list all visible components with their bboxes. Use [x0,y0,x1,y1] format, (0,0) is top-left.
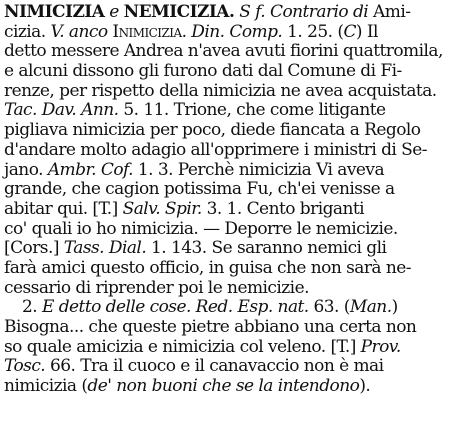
entry-line: grande, che cagion potissima Fu, ch'ei venisse a [4,179,395,200]
entry-line: NIMICIZIA e NEMICIZIA. S f. Contrario di Ami- [4,2,411,22]
entry-line: jano. Ambr. Cof. 1. 3. Perchè nimicizia Vi aveva [4,159,385,180]
entry-line: Bisogna... che queste pietre abbiano una certa non [4,317,417,337]
proverb-gloss: de' non buoni che se la intendono [87,376,360,397]
entry-line: abitar qui. [T.] Salv. Spir. 3. 1. Cento briganti [4,198,365,219]
entry-line: Tac. Dav. Ann. 5. 11. Trione, che come litigante [4,100,386,121]
entry-line: pigliava nimicizia per poco, diede fiancata a Regolo [4,120,421,141]
entry-line: nimicizia (de' non buoni che se la intendono). [4,376,371,397]
citation-source: Ambr. Cof. [47,159,133,180]
entry-line: cizia. V. anco Inimicizia. Din. Comp. 1. 25. (C) Il [4,21,378,42]
entry-line: renze, per rispetto della nimicizia ne avea acquistata. [4,80,437,101]
entry-line: cessario di riprender poi le nemicizie. [4,277,309,298]
citation-source: Din. Comp. [191,21,283,42]
citation-source: Prov. [360,336,401,357]
entry-line: detto messere Andrea n'avea avuti fiorini quattromila, [4,41,443,62]
conjunction: e [109,2,119,22]
citation-source: Salv. Spir. [122,198,202,219]
sense-number: 2. [22,297,42,318]
entry-line: d'andare molto adagio all'opprimere i ministri di Se- [4,139,427,160]
entry-line: so quale amicizia e nimicizia col veleno. [T.] Prov. [4,336,401,357]
dictionary-entry [4,3,469,397]
entry-line: Tosc. 66. Tra il cuoco e il canavaccio non è mai [4,356,384,377]
citation-source: Tosc. [4,356,46,377]
headword-variant: NEMICIZIA. [123,2,235,22]
grammar-label: S f. Contrario di [239,2,369,22]
sense-definition: E detto delle cose. Red. Esp. nat. [41,297,309,318]
entry-line: co' quali io ho nimicizia. — Deporre le nemicizie. [4,218,398,239]
entry-line-sense-2: 2. E detto delle cose. Red. Esp. nat. 63. (Man.) [22,297,398,318]
citation-source: Tass. Dial. [63,238,147,259]
entry-line: e alcuni dissono gli furono dati dal Comune di Fi- [4,61,402,82]
entry-line: [Cors.] Tass. Dial. 1. 143. Se saranno nemici gli [4,238,387,259]
entry-line: farà amici questo officio, in guisa che non sarà ne- [4,257,411,278]
headword: NIMICIZIA [4,2,105,22]
citation-source: Tac. Dav. Ann. [4,100,119,121]
cross-reference: Inimicizia [112,21,182,42]
